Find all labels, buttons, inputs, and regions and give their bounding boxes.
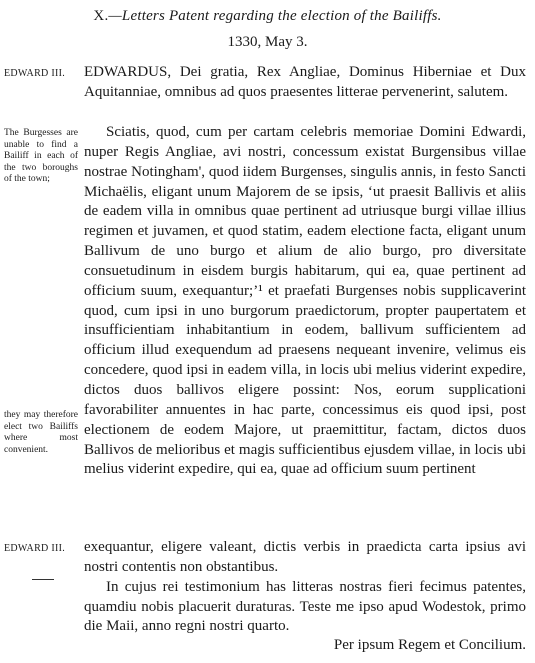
paragraph-4: In cujus rei testimonium has litteras nostras fieri fecimus patentes, quamdiu nobis placuerit duraturas. Teste me ipso apud Wodestok, primo die Maii, anno regni nostri quarto. bbox=[84, 578, 526, 635]
heading-title: —Letters Patent regarding the election of the Bailiffs. bbox=[108, 8, 442, 24]
margin-dash bbox=[32, 579, 54, 580]
paragraph-main bbox=[84, 123, 526, 480]
margin-note-burgesses: The Burgesses are unable to find a Bailiff in each of the two boroughs of the town; bbox=[4, 128, 78, 184]
paragraph-salutation bbox=[84, 63, 526, 103]
closing-line: Per ipsum Regem et Concilium. bbox=[333, 637, 526, 653]
margin-king-label-2: EDWARD III. bbox=[4, 543, 66, 554]
heading-number: X. bbox=[93, 8, 109, 24]
margin-note-elect: they may therefore elect two Bailiffs where most convenient. bbox=[4, 410, 78, 455]
paragraph-continuation bbox=[84, 538, 526, 637]
margin-king-label: EDWARD III. bbox=[4, 68, 66, 79]
paragraph-2: Sciatis, quod, cum per cartam celebris memoriae Domini Edwardi, nuper Regis Angliae, avi nostri, concessum existat Burgensibus villae nostrae Notingham', quod iidem Burgenses, singulis annis, in festo Sancti Michaëlis, eligant unum Majorem de se ipsis, ‘ut praesit Ballivis et aliis de eadem villa in omnibus quae pertinent ad utriusque burgi villae illius regimen et juvamen, et quod statim, eadem electione facta, eligant unum Ballivum de uno burgo et alium de alio burgo, pro diversitate consuetudinum in eisdem burgis habitarum, qui ea, quae pertinent ad officium suum, exequantur;’¹ et praefati Burgenses nobis supplicaverint quod, cum ipsi in uno burgorum praedictorum, propter paupertatem et insufficientiam inhabitantium in eodem, ballivum sufficientem ad officium illud exequendum ad praesens nequeant invenire, velimus eis concedere, quod ipsi in eadem villa, in locis ubi melius viderint expedire, dictos duos ballivos eligere possint: Nos, eorum supplicationi favorabiliter annuentes in hac parte, concessimus eis quod ipsi, post electionem de eodem Majore, ut praemittitur, factam, dictos duos Ballivos de melioribus et magis sufficientibus ejusdem villae, in locis ubi melius viderint expedire, qui ea, quae ad officium suum pertinent bbox=[84, 124, 526, 478]
paragraph-3: exequantur, eligere valeant, dictis verbis in praedicta carta ipsius avi nostri contentis non obstantibus. bbox=[84, 539, 526, 575]
paragraph-1: EDWARDUS, Dei gratia, Rex Angliae, Dominus Hiberniae et Dux Aquitanniae, omnibus ad quos praesentes litterae pervenerint, salutem. bbox=[84, 64, 526, 100]
document-heading bbox=[0, 8, 535, 25]
document-date: 1330, May 3. bbox=[227, 34, 308, 50]
